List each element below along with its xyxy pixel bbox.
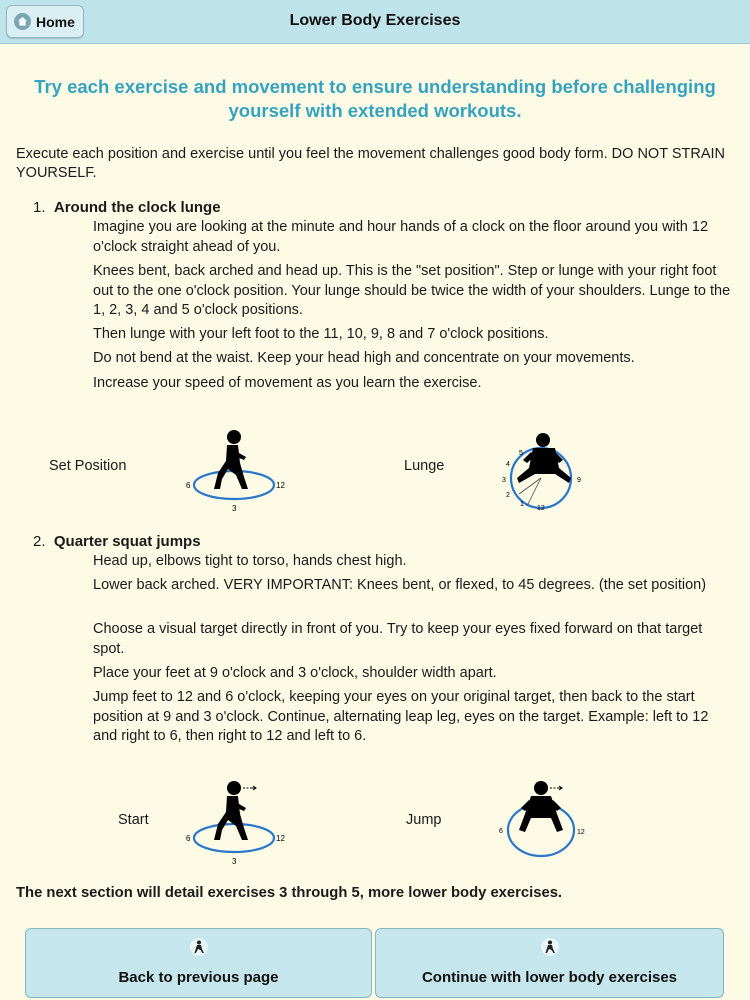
clock-mark-4: 4 — [506, 461, 510, 468]
section-1-paragraph-3: Then lunge with your left foot to the 11, 10, 9, 8 and 7 o'clock positions. — [93, 326, 549, 342]
clock-mark-3: 3 — [232, 857, 237, 866]
clock-mark-12: 12 — [276, 834, 285, 843]
section-2-paragraph-2: Lower back arched. VERY IMPORTANT: Knees bent, or flexed, to 45 degrees. (the set position) — [93, 577, 707, 593]
clock-mark-12: 12 — [577, 829, 585, 836]
section-1-paragraph-1: Imagine you are looking at the minute and hour hands of a clock on the floor around you with 12 o'clock straight ahead of you. — [93, 219, 709, 255]
clock-mark-6: 6 — [499, 828, 503, 835]
headline: Try each exercise and movement to ensure understanding before challenging yourself with extended workouts. — [34, 76, 716, 121]
next-section-note: The next section will detail exercises 3 through 5, more lower body exercises. — [16, 885, 563, 901]
section-number: 1. — [33, 199, 46, 216]
section-title: Around the clock lunge — [53, 199, 221, 216]
jump-figure — [495, 778, 595, 860]
clock-mark-3: 3 — [502, 477, 506, 484]
set-position-figure — [180, 425, 290, 515]
section-1-paragraph-2: Knees bent, back arched and head up. This is the "set position". Step or lunge with your right foot out to the one o'clock position. Your lunge should be twice the width of your shoulders. Lunge to the 1, 2, 3, 4 and 5 o'clock positions. — [93, 263, 731, 318]
clock-mark-5: 5 — [519, 450, 523, 457]
section-number: 2. — [33, 533, 46, 550]
section-1-paragraph-4: Do not bend at the waist. Keep your head high and concentrate on your movements. — [93, 350, 635, 366]
section-2-paragraph-5: Jump feet to 12 and 6 o'clock, keeping your eyes on your original target, then back to the start position at 9 and 3 o'clock. Continue, alternating leap leg, eyes on the target. Example: left to 12 and right to 6, then right to 12 and left to 6. — [93, 689, 709, 744]
page-title: Lower Body Exercises — [289, 12, 461, 29]
section-2-paragraph-1: Head up, elbows tight to torso, hands chest high. — [93, 553, 407, 569]
clock-mark-6: 6 — [186, 481, 191, 490]
back-button[interactable] — [25, 928, 372, 998]
back-button-label: Back to previous page — [118, 969, 279, 986]
figure-label-start: Start — [118, 812, 149, 828]
clock-mark-12: 12 — [276, 481, 285, 490]
figure-label-lunge: Lunge — [404, 458, 445, 474]
clock-mark-12: 12 — [537, 505, 545, 512]
exercise-figure-icon — [190, 938, 208, 956]
section-2-paragraph-3: Choose a visual target directly in front of you. Try to keep your eyes fixed forward on that target spot. — [93, 621, 703, 657]
clock-mark-2: 2 — [506, 492, 510, 499]
exercise-figure-icon — [541, 938, 559, 956]
clock-mark-6: 6 — [186, 834, 191, 843]
figure-label-set-position: Set Position — [49, 458, 127, 474]
continue-button[interactable] — [375, 928, 724, 998]
lunge-figure — [495, 428, 595, 518]
section-2-heading — [33, 533, 201, 550]
home-button-label: Home — [36, 13, 75, 30]
clock-mark-9: 9 — [577, 477, 581, 484]
nav-bar — [0, 0, 750, 44]
start-position-figure — [180, 778, 290, 870]
intro-text: Execute each position and exercise until you feel the movement challenges good body form. DO NOT STRAIN YOURSELF. — [16, 146, 725, 181]
section-1-paragraph-5: Increase your speed of movement as you learn the exercise. — [93, 375, 482, 391]
section-1-heading — [33, 199, 221, 216]
clock-mark-1: 1 — [520, 501, 524, 508]
figure-label-jump: Jump — [406, 812, 442, 828]
section-title: Quarter squat jumps — [53, 533, 201, 550]
clock-mark-3: 3 — [232, 504, 237, 513]
section-2-paragraph-4: Place your feet at 9 o'clock and 3 o'clock, shoulder width apart. — [93, 665, 497, 681]
continue-button-label: Continue with lower body exercises — [421, 969, 678, 986]
